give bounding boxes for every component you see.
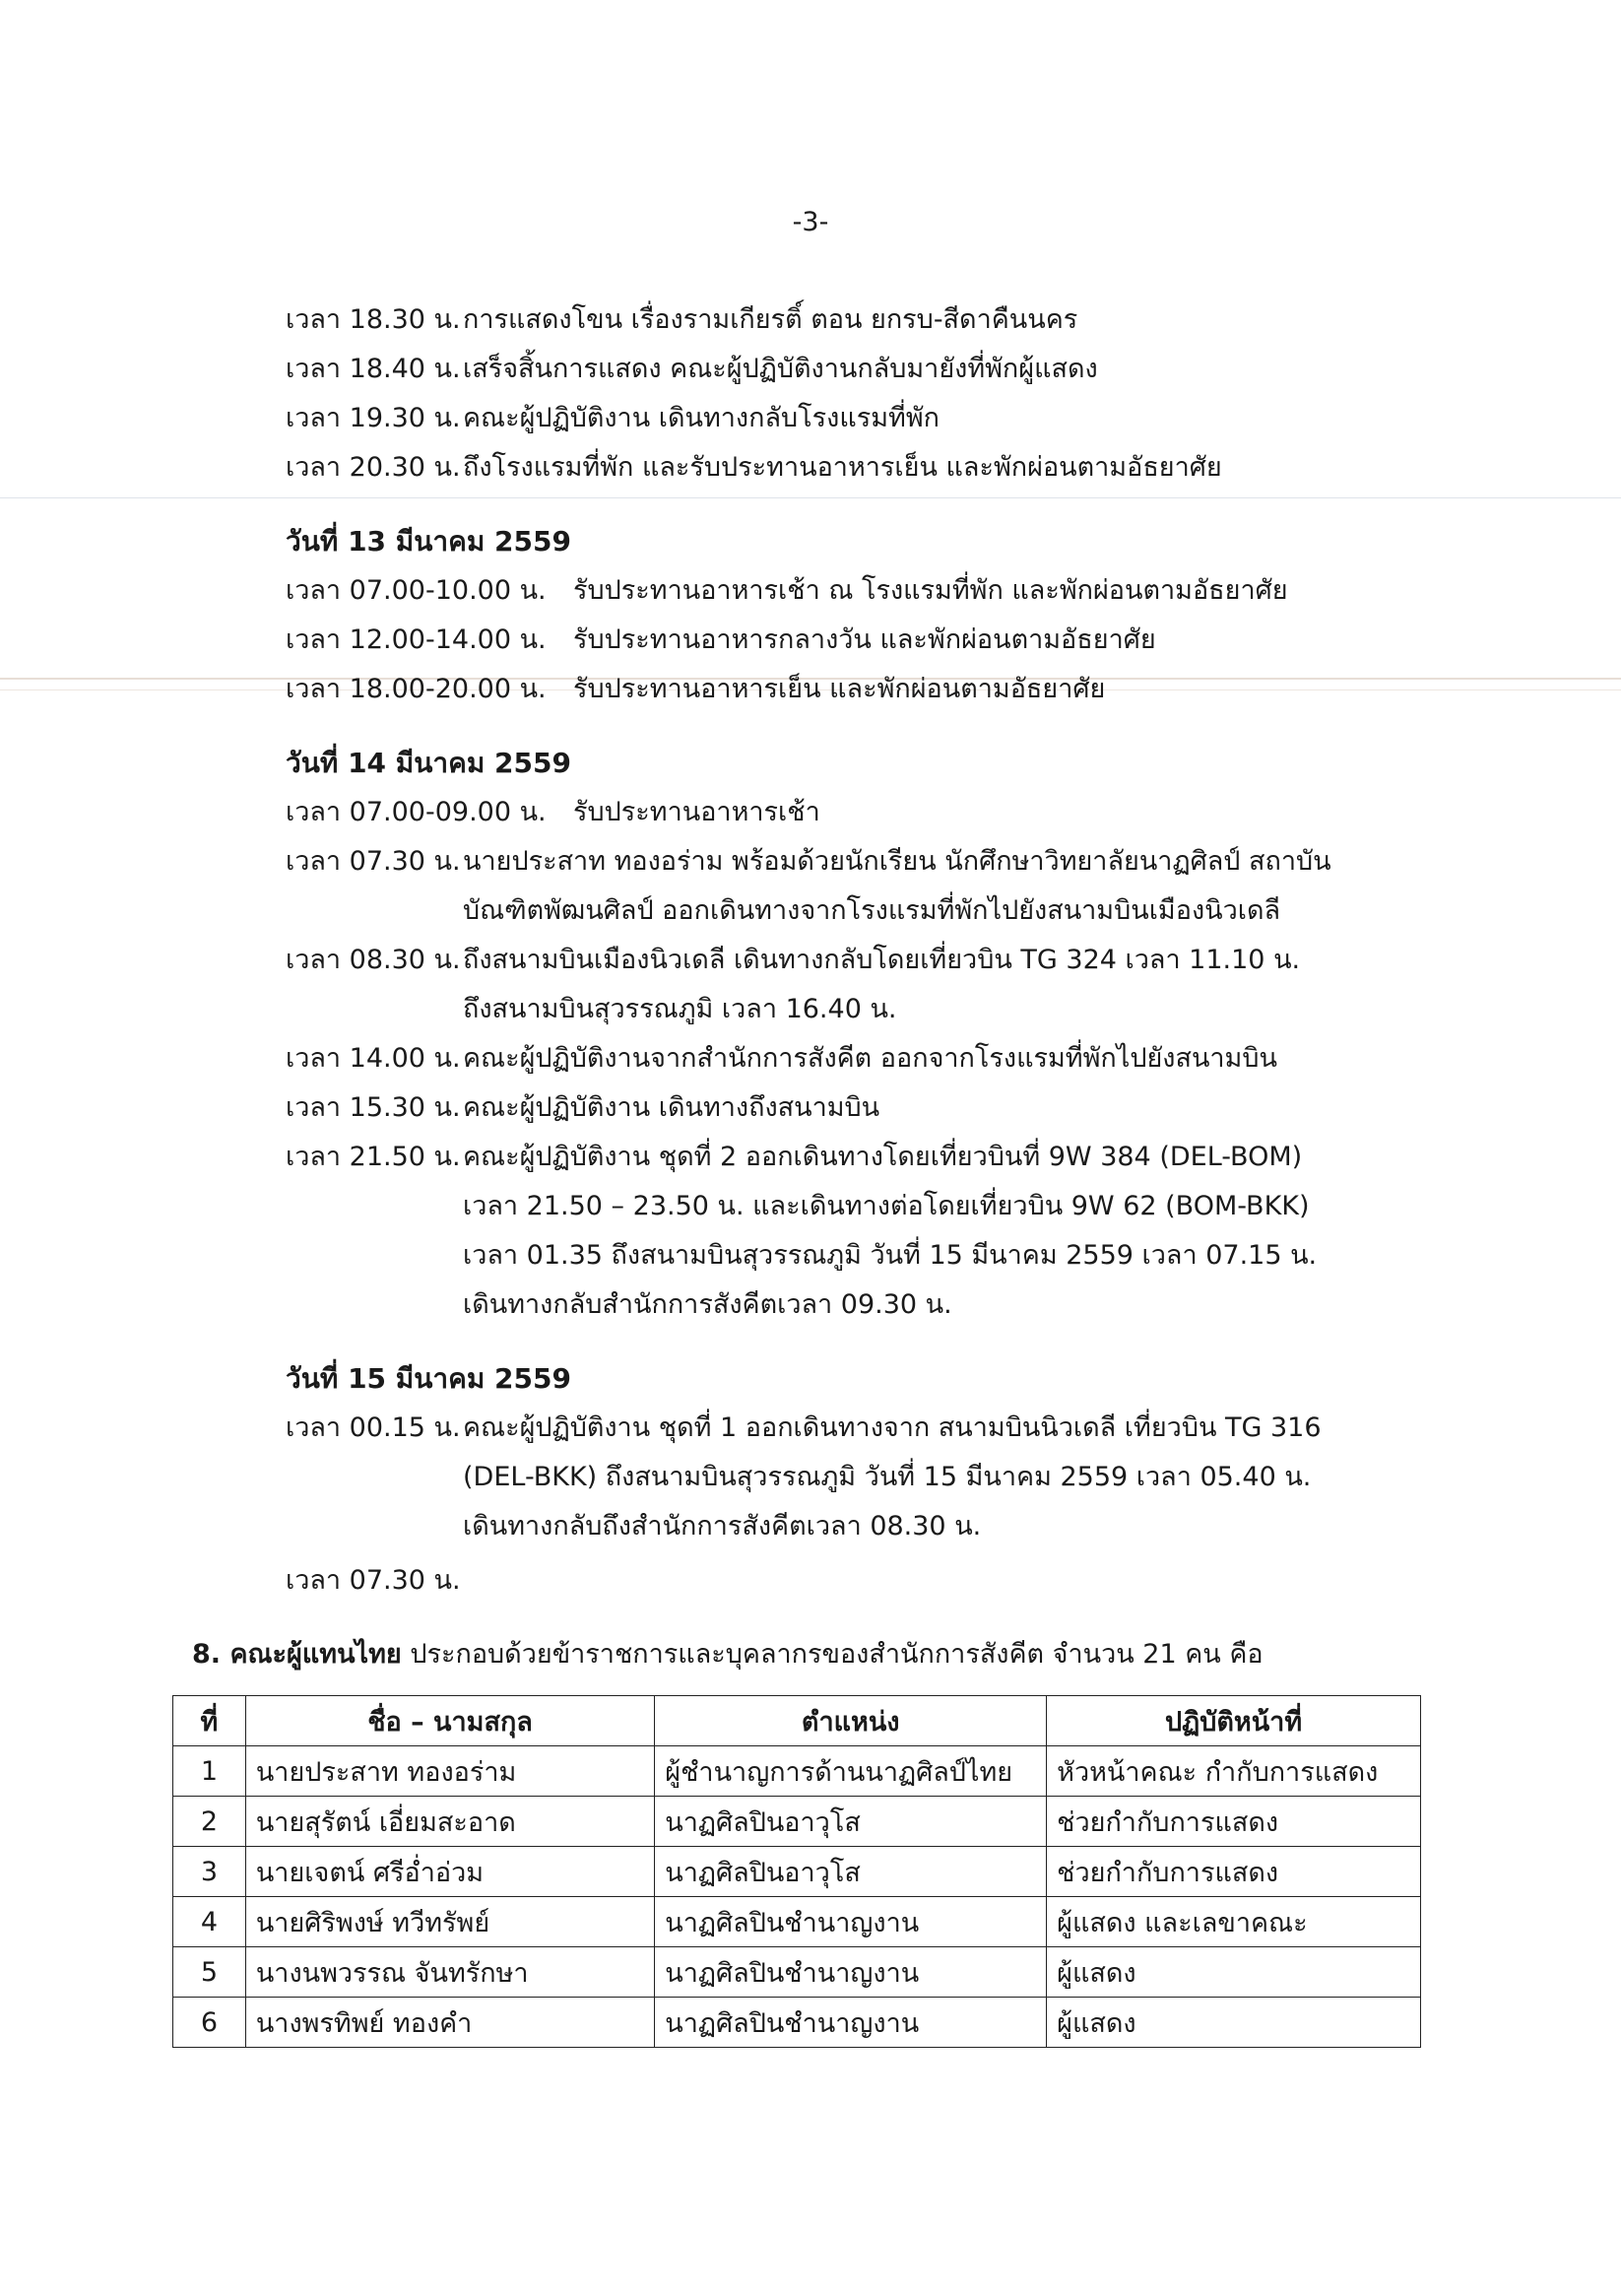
schedule-row: เวลา 21.50 น.คณะผู้ปฏิบัติงาน ชุดที่ 2 ออกเดินทางโดยเที่ยวบินที่ 9W 384 (DEL-BOM): [286, 1142, 1303, 1172]
page-number: -3-: [792, 207, 829, 237]
schedule-continuation: เดินทางกลับสำนักการสังคีตเวลา 09.30 น.: [463, 1289, 952, 1320]
staff-table: [172, 1695, 1421, 2048]
table-cell: นาฏศิลปินอาวุโส: [655, 1847, 1047, 1897]
day-heading: วันที่ 13 มีนาคม 2559: [286, 525, 571, 558]
column-header: ชื่อ – นามสกุล: [245, 1696, 654, 1746]
table-cell: 5: [173, 1947, 246, 1998]
table-cell: 4: [173, 1897, 246, 1947]
table-cell: ช่วยกำกับการแสดง: [1047, 1847, 1421, 1897]
table-cell: นางนพวรรณ จันทรักษา: [245, 1947, 654, 1998]
schedule-row: เวลา 19.30 น.คณะผู้ปฏิบัติงาน เดินทางกลับโรงแรมที่พัก: [286, 403, 940, 433]
table-row: [173, 1998, 1421, 2048]
table-cell: นาฏศิลปินชำนาญงาน: [655, 1998, 1047, 2048]
table-cell: 6: [173, 1998, 246, 2048]
day-heading: วันที่ 15 มีนาคม 2559: [286, 1362, 571, 1395]
schedule-row: เวลา 07.00-09.00 น. รับประทานอาหารเช้า: [286, 797, 820, 827]
table-cell: นายประสาท ทองอร่าม: [245, 1746, 654, 1797]
table-cell: นายสุรัตน์ เอี่ยมสะอาด: [245, 1797, 654, 1847]
table-row: [173, 1897, 1421, 1947]
table-row: [173, 1847, 1421, 1897]
schedule-row: เวลา 14.00 น.คณะผู้ปฏิบัติงานจากสำนักการสังคีต ออกจากโรงแรมที่พักไปยังสนามบิน: [286, 1043, 1277, 1074]
schedule-continuation: (DEL-BKK) ถึงสนามบินสุวรรณภูมิ วันที่ 15 มีนาคม 2559 เวลา 05.40 น.: [463, 1462, 1312, 1492]
table-row: [173, 1797, 1421, 1847]
table-cell: 1: [173, 1746, 246, 1797]
schedule-continuation: เวลา 01.35 ถึงสนามบินสุวรรณภูมิ วันที่ 15 มีนาคม 2559 เวลา 07.15 น.: [463, 1240, 1318, 1271]
schedule-row: เวลา 18.30 น.การแสดงโขน เรื่องรามเกียรติ์ ตอน ยกรบ-สีดาคืนนคร: [286, 304, 1078, 335]
table-cell: นายเจตน์ ศรีอ่ำอ่วม: [245, 1847, 654, 1897]
table-cell: นายศิริพงษ์ ทวีทรัพย์: [245, 1897, 654, 1947]
table-cell: นาฏศิลปินชำนาญงาน: [655, 1897, 1047, 1947]
schedule-row: เวลา 07.30 น.นายประสาท ทองอร่าม พร้อมด้วยนักเรียน นักศึกษาวิทยาลัยนาฏศิลป์ สถาบัน: [286, 846, 1331, 877]
table-cell: 2: [173, 1797, 246, 1847]
table-cell: ผู้ชำนาญการด้านนาฏศิลป์ไทย: [655, 1746, 1047, 1797]
table-cell: ผู้แสดง: [1047, 1947, 1421, 1998]
table-row: [173, 1746, 1421, 1797]
schedule-continuation: เดินทางกลับถึงสำนักการสังคีตเวลา 08.30 น.: [463, 1511, 982, 1542]
schedule-row: เวลา 20.30 น.ถึงโรงแรมที่พัก และรับประทานอาหารเย็น และพักผ่อนตามอัธยาศัย: [286, 452, 1222, 483]
schedule-row: เวลา 18.40 น.เสร็จสิ้นการแสดง คณะผู้ปฏิบัติงานกลับมายังที่พักผู้แสดง: [286, 354, 1098, 384]
schedule-continuation: เวลา 21.50 – 23.50 น. และเดินทางต่อโดยเที่ยวบิน 9W 62 (BOM-BKK): [463, 1191, 1310, 1221]
column-header: ปฏิบัติหน้าที่: [1047, 1696, 1421, 1746]
schedule-row: เวลา 18.00-20.00 น. รับประทานอาหารเย็น และพักผ่อนตามอัธยาศัย: [286, 674, 1106, 704]
section-heading: 8. คณะผู้แทนไทย ประกอบด้วยข้าราชการและบุคลากรของสำนักการสังคีต จำนวน 21 คน คือ: [192, 1639, 1264, 1670]
schedule-row: เวลา 07.30 น.: [286, 1565, 461, 1596]
table-cell: ผู้แสดง: [1047, 1998, 1421, 2048]
schedule-row: เวลา 12.00-14.00 น. รับประทานอาหารกลางวัน และพักผ่อนตามอัธยาศัย: [286, 624, 1156, 655]
schedule-continuation: ถึงสนามบินสุวรรณภูมิ เวลา 16.40 น.: [463, 994, 897, 1024]
schedule-row: เวลา 15.30 น.คณะผู้ปฏิบัติงาน เดินทางถึงสนามบิน: [286, 1092, 880, 1123]
scan-artifact-line: [0, 497, 1621, 498]
day-heading: วันที่ 14 มีนาคม 2559: [286, 747, 571, 779]
table-cell: นาฏศิลปินอาวุโส: [655, 1797, 1047, 1847]
table-cell: นางพรทิพย์ ทองคำ: [245, 1998, 654, 2048]
table-row: [173, 1947, 1421, 1998]
table-cell: หัวหน้าคณะ กำกับการแสดง: [1047, 1746, 1421, 1797]
column-header: ตำแหน่ง: [655, 1696, 1047, 1746]
table-cell: นาฏศิลปินชำนาญงาน: [655, 1947, 1047, 1998]
schedule-row: เวลา 00.15 น.คณะผู้ปฏิบัติงาน ชุดที่ 1 ออกเดินทางจาก สนามบินนิวเดลี เที่ยวบิน TG 316: [286, 1412, 1322, 1443]
table-cell: ผู้แสดง และเลขาคณะ: [1047, 1897, 1421, 1947]
table-header-row: [173, 1696, 1421, 1746]
column-header: ที่: [173, 1696, 246, 1746]
schedule-row: เวลา 07.00-10.00 น. รับประทานอาหารเช้า ณ โรงแรมที่พัก และพักผ่อนตามอัธยาศัย: [286, 575, 1288, 606]
schedule-continuation: บัณฑิตพัฒนศิลป์ ออกเดินทางจากโรงแรมที่พักไปยังสนามบินเมืองนิวเดลี: [463, 895, 1281, 926]
table-cell: 3: [173, 1847, 246, 1897]
table-cell: ช่วยกำกับการแสดง: [1047, 1797, 1421, 1847]
schedule-row: เวลา 08.30 น.ถึงสนามบินเมืองนิวเดลี เดินทางกลับโดยเที่ยวบิน TG 324 เวลา 11.10 น.: [286, 945, 1301, 975]
